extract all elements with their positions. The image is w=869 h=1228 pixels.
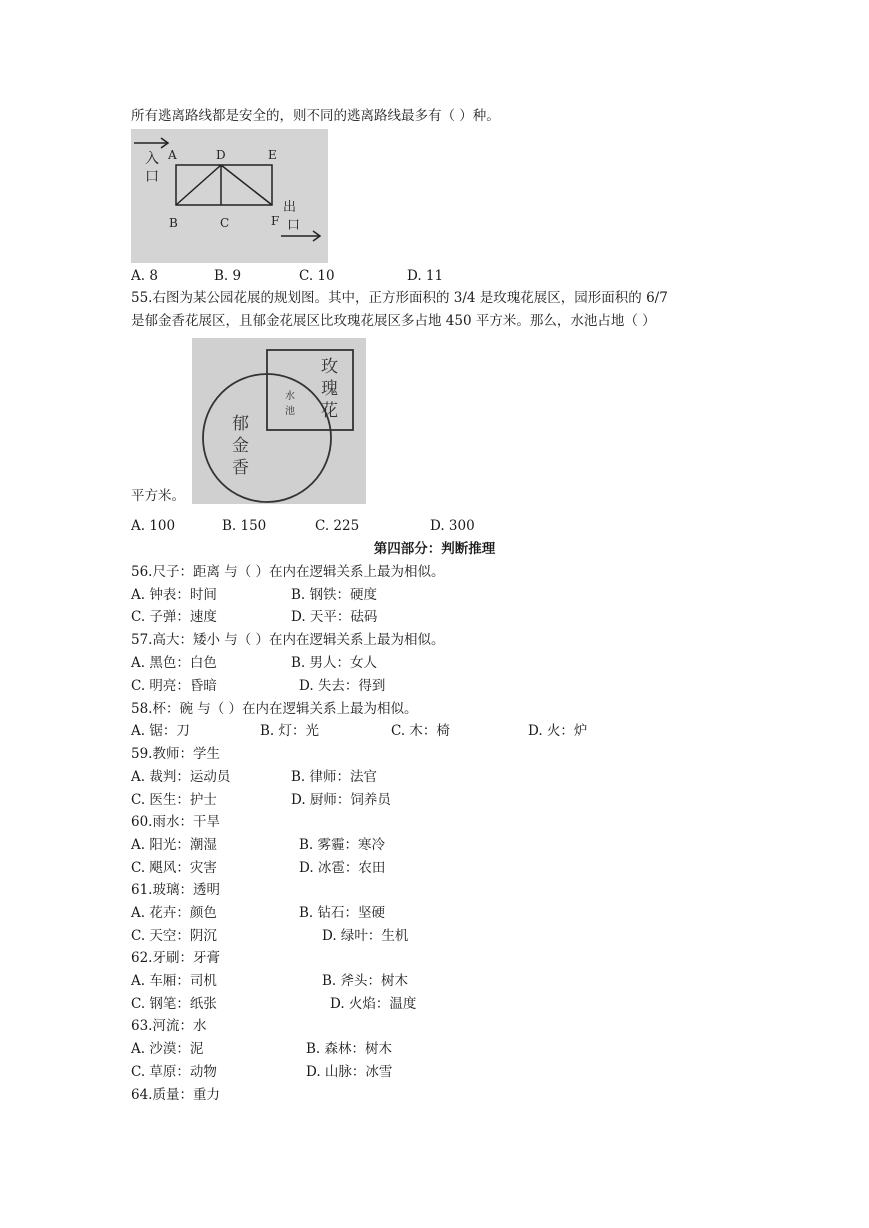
- route-diagram: [131, 129, 328, 263]
- label-e: E: [268, 148, 277, 162]
- q57-option-a: A. 黑色：白色: [131, 655, 217, 671]
- q59-option-a: A. 裁判：运动员: [131, 769, 231, 785]
- exit-char-2: 口: [287, 218, 301, 233]
- q59-option-d: D. 厨师：饲养员: [291, 792, 391, 808]
- q55-option-a: A. 100: [131, 518, 176, 534]
- q58-option-d: D. 火：炉: [528, 723, 588, 739]
- q55-stem-line2: 是郁金香花展区，且郁金花展区比玫瑰花展区多占地 450 平方米。那么，水池占地（ ）: [131, 313, 656, 329]
- entry-char-1: 入: [145, 151, 159, 167]
- q58-option-c: C. 木：椅: [391, 723, 450, 739]
- q60-option-c: C. 飓风：灾害: [131, 860, 217, 876]
- q57-stem: 57.高大：矮小 与（ ）在内在逻辑关系上最为相似。: [131, 632, 445, 648]
- q60-stem: 60.雨水：干旱: [131, 814, 220, 830]
- label-b: B: [169, 216, 178, 230]
- q62-stem: 62.牙刷：牙膏: [131, 950, 220, 966]
- q57-option-c: C. 明亮：昏暗: [131, 678, 217, 694]
- q56-option-c: C. 子弹：速度: [131, 609, 217, 625]
- q62-option-b: B. 斧头：树木: [322, 973, 409, 989]
- rose-char-1: 玫: [321, 357, 338, 377]
- label-c: C: [220, 216, 230, 230]
- q62-option-d: D. 火焰：温度: [330, 996, 417, 1012]
- q60-option-b: B. 雾霾：寒冷: [299, 837, 386, 853]
- entry-char-2: 口: [145, 169, 159, 185]
- q54-option-b: B. 9: [214, 268, 242, 284]
- q54-option-d: D. 11: [407, 268, 444, 284]
- label-f: F: [271, 214, 280, 228]
- q57-option-d: D. 失去：得到: [299, 678, 386, 694]
- q63-option-d: D. 山脉：冰雪: [306, 1064, 393, 1080]
- q61-option-a: A. 花卉：颜色: [131, 905, 217, 921]
- q55-stem-line3: 平方米。: [131, 488, 185, 504]
- q60-option-a: A. 阳光：潮湿: [131, 837, 217, 853]
- pool-char-2: 池: [285, 406, 295, 417]
- q63-stem: 63.河流：水: [131, 1018, 207, 1034]
- q55-option-c: C. 225: [315, 518, 360, 534]
- q63-option-c: C. 草原：动物: [131, 1064, 217, 1080]
- q61-option-c: C. 天空：阴沉: [131, 928, 217, 944]
- q55-option-d: D. 300: [430, 518, 475, 534]
- label-d: D: [216, 148, 226, 162]
- q59-option-c: C. 医生：护士: [131, 792, 217, 808]
- q62-option-a: A. 车厢：司机: [131, 973, 217, 989]
- q54-stem: 所有逃离路线都是安全的，则不同的逃离路线最多有（ ）种。: [131, 108, 500, 124]
- q54-option-a: A. 8: [131, 268, 158, 284]
- q55-option-b: B. 150: [222, 518, 267, 534]
- q62-option-c: C. 钢笔：纸张: [131, 996, 217, 1012]
- tulip-char-1: 郁: [232, 414, 249, 434]
- q64-stem: 64.质量：重力: [131, 1087, 220, 1103]
- q57-option-b: B. 男人：女人: [291, 655, 378, 671]
- q56-option-b: B. 钢铁：硬度: [291, 587, 378, 603]
- rose-char-2: 瑰: [321, 379, 338, 399]
- q61-stem: 61.玻璃：透明: [131, 882, 220, 898]
- q58-stem: 58.杯：碗 与（ ）在内在逻辑关系上最为相似。: [131, 701, 418, 717]
- q56-option-a: A. 钟表：时间: [131, 587, 217, 603]
- q58-option-b: B. 灯：光: [260, 723, 320, 739]
- section-title: 第四部分：判断推理: [373, 541, 496, 557]
- label-a: A: [168, 148, 177, 162]
- q63-option-a: A. 沙漠：泥: [131, 1041, 204, 1057]
- q61-option-d: D. 绿叶：生机: [322, 928, 409, 944]
- garden-diagram: [192, 338, 366, 504]
- pool-char-1: 水: [285, 391, 295, 402]
- tulip-char-2: 金: [232, 436, 249, 456]
- q56-option-d: D. 天平：砝码: [291, 609, 378, 625]
- q59-option-b: B. 律师：法官: [291, 769, 378, 785]
- q63-option-b: B. 森林：树木: [306, 1041, 393, 1057]
- rose-char-3: 花: [321, 401, 338, 421]
- q54-option-c: C. 10: [299, 268, 335, 284]
- q58-option-a: A. 锯：刀: [131, 723, 190, 739]
- tulip-char-3: 香: [232, 458, 249, 478]
- q60-option-d: D. 冰雹：农田: [299, 860, 386, 876]
- q59-stem: 59.教师：学生: [131, 746, 220, 762]
- q55-stem-line1: 55.右图为某公园花展的规划图。其中，正方形面积的 3/4 是玫瑰花展区，园形面积的 6/7: [131, 290, 668, 306]
- q56-stem: 56.尺子：距离 与（ ）在内在逻辑关系上最为相似。: [131, 564, 445, 580]
- q61-option-b: B. 钻石：坚硬: [299, 905, 386, 921]
- exit-char-1: 出: [283, 200, 297, 215]
